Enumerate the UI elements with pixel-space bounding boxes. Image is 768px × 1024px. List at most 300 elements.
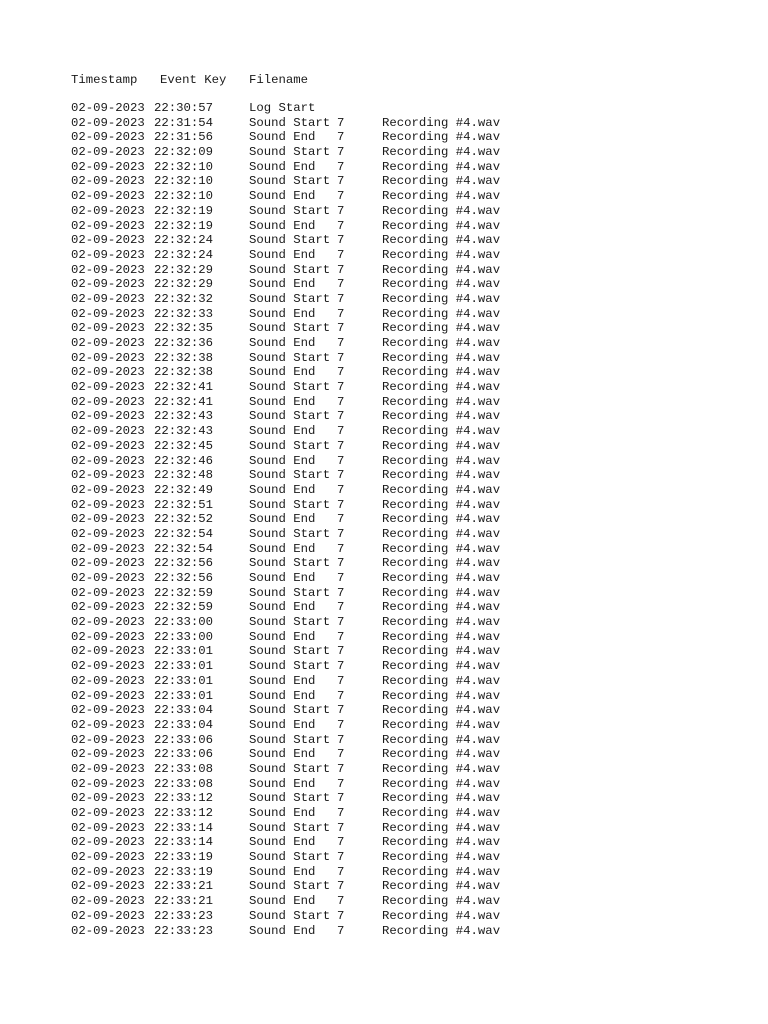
log-date: 02-09-2023: [71, 615, 145, 630]
log-key: 7: [337, 365, 345, 380]
log-row: [71, 718, 531, 733]
log-key: 7: [337, 776, 345, 791]
log-key: 7: [337, 394, 345, 409]
log-filename: Recording #4.wav: [382, 497, 501, 512]
log-date: 02-09-2023: [71, 600, 145, 615]
log-date: 02-09-2023: [71, 820, 145, 835]
log-row: [71, 468, 531, 483]
log-filename: Recording #4.wav: [382, 189, 501, 204]
log-event: Sound End: [249, 306, 316, 321]
log-row: [71, 703, 531, 718]
log-row: [71, 351, 531, 366]
log-time: 22:33:12: [154, 791, 214, 806]
log-event: Sound End: [249, 688, 316, 703]
log-date: 02-09-2023: [71, 850, 145, 865]
log-row: [71, 879, 531, 894]
log-time: 22:33:00: [154, 615, 214, 630]
log-filename: Recording #4.wav: [382, 747, 501, 762]
log-event: Sound End: [249, 806, 316, 820]
log-time: 22:32:10: [154, 189, 214, 204]
log-filename: Recording #4.wav: [382, 482, 501, 497]
log-date: 02-09-2023: [71, 130, 145, 145]
log-date: 02-09-2023: [71, 277, 145, 292]
log-filename: Recording #4.wav: [382, 585, 501, 600]
log-row: [71, 145, 531, 160]
log-time: 22:31:54: [154, 115, 214, 130]
log-key: 7: [337, 159, 345, 174]
log-filename: Recording #4.wav: [382, 556, 501, 571]
log-filename: Recording #4.wav: [382, 879, 501, 894]
header-event-key: Event Key: [160, 73, 227, 87]
log-date: 02-09-2023: [71, 233, 145, 248]
log-filename: Recording #4.wav: [382, 673, 501, 688]
log-row: [71, 204, 531, 219]
log-time: 22:30:57: [154, 101, 214, 115]
log-filename: Recording #4.wav: [382, 321, 501, 336]
log-date: 02-09-2023: [71, 835, 145, 850]
log-row: [71, 556, 531, 571]
log-event: Sound End: [249, 747, 316, 762]
log-key: 7: [337, 291, 345, 306]
log-key: 7: [337, 453, 345, 468]
log-filename: Recording #4.wav: [382, 203, 501, 218]
log-event: Sound End: [249, 365, 316, 380]
log-filename: Recording #4.wav: [382, 864, 501, 879]
log-key: 7: [337, 615, 345, 630]
log-event: Sound Start: [249, 820, 331, 835]
log-row: [71, 674, 531, 689]
header-timestamp: Timestamp: [71, 73, 138, 87]
log-event: Sound Start: [249, 615, 331, 630]
log-filename: Recording #4.wav: [382, 291, 501, 306]
log-filename: Recording #4.wav: [382, 600, 501, 615]
log-event: Sound End: [249, 835, 316, 850]
log-row: [71, 615, 531, 630]
log-time: 22:32:38: [154, 365, 214, 380]
log-key: 7: [337, 908, 345, 923]
log-time: 22:32:35: [154, 321, 214, 336]
log-time: 22:32:32: [154, 291, 214, 306]
log-row: [71, 130, 531, 145]
log-row: [71, 777, 531, 792]
log-date: 02-09-2023: [71, 864, 145, 879]
log-time: 22:32:29: [154, 262, 214, 277]
log-event: Sound End: [249, 218, 316, 233]
log-filename: Recording #4.wav: [382, 115, 501, 130]
log-row: [71, 189, 531, 204]
log-time: 22:33:04: [154, 703, 214, 718]
log-time: 22:33:06: [154, 732, 214, 747]
log-time: 22:33:12: [154, 806, 214, 820]
log-time: 22:33:23: [154, 923, 214, 938]
log-time: 22:32:33: [154, 306, 214, 321]
log-row: [71, 263, 531, 278]
log-row: [71, 527, 531, 542]
log-filename: Recording #4.wav: [382, 350, 501, 365]
log-event: Sound Start: [249, 203, 331, 218]
log-row: [71, 512, 531, 527]
log-event: Sound Start: [249, 556, 331, 571]
log-filename: Recording #4.wav: [382, 262, 501, 277]
log-date: 02-09-2023: [71, 424, 145, 439]
log-time: 22:32:38: [154, 350, 214, 365]
log-time: 22:31:56: [154, 130, 214, 145]
log-time: 22:32:41: [154, 380, 214, 395]
log-filename: Recording #4.wav: [382, 174, 501, 189]
log-key: 7: [337, 174, 345, 189]
log-key: 7: [337, 438, 345, 453]
log-filename: Recording #4.wav: [382, 380, 501, 395]
log-event: Sound Start: [249, 908, 331, 923]
log-event: Sound Start: [249, 761, 331, 776]
log-event: Sound End: [249, 336, 316, 350]
log-filename: Recording #4.wav: [382, 717, 501, 732]
log-filename: Recording #4.wav: [382, 409, 501, 424]
log-row: [71, 336, 531, 351]
log-event: Sound End: [249, 512, 316, 527]
log-time: 22:32:36: [154, 336, 214, 350]
log-time: 22:32:49: [154, 482, 214, 497]
log-time: 22:32:56: [154, 556, 214, 571]
log-filename: Recording #4.wav: [382, 159, 501, 174]
log-key: 7: [337, 820, 345, 835]
log-time: 22:33:21: [154, 879, 214, 894]
log-date: 02-09-2023: [71, 409, 145, 424]
log-date: 02-09-2023: [71, 365, 145, 380]
log-time: 22:33:23: [154, 908, 214, 923]
log-row: [71, 865, 531, 880]
log-row: [71, 806, 531, 821]
log-key: 7: [337, 556, 345, 571]
log-row: [71, 747, 531, 762]
log-key: 7: [337, 350, 345, 365]
log-key: 7: [337, 497, 345, 512]
log-filename: Recording #4.wav: [382, 306, 501, 321]
log-date: 02-09-2023: [71, 659, 145, 674]
log-filename: Recording #4.wav: [382, 776, 501, 791]
log-time: 22:32:45: [154, 438, 214, 453]
log-row: [71, 924, 531, 939]
log-date: 02-09-2023: [71, 791, 145, 806]
log-key: 7: [337, 732, 345, 747]
log-row: [71, 791, 531, 806]
log-event: Sound End: [249, 424, 316, 439]
log-event: Sound End: [249, 277, 316, 292]
log-key: 7: [337, 526, 345, 541]
log-time: 22:32:24: [154, 247, 214, 262]
log-filename: Recording #4.wav: [382, 541, 501, 556]
log-time: 22:32:09: [154, 145, 214, 160]
log-event: Sound Start: [249, 703, 331, 718]
log-key: 7: [337, 879, 345, 894]
log-time: 22:33:08: [154, 761, 214, 776]
log-time: 22:32:51: [154, 497, 214, 512]
log-date: 02-09-2023: [71, 482, 145, 497]
log-event: Sound End: [249, 629, 316, 644]
log-date: 02-09-2023: [71, 247, 145, 262]
log-event: Sound End: [249, 600, 316, 615]
log-event: Sound Start: [249, 321, 331, 336]
log-key: 7: [337, 247, 345, 262]
log-date: 02-09-2023: [71, 526, 145, 541]
log-date: 02-09-2023: [71, 468, 145, 483]
log-filename: Recording #4.wav: [382, 571, 501, 585]
log-filename: Recording #4.wav: [382, 336, 501, 350]
log-key: 7: [337, 629, 345, 644]
log-filename: Recording #4.wav: [382, 835, 501, 850]
log-row: [71, 292, 531, 307]
log-date: 02-09-2023: [71, 291, 145, 306]
log-event: Sound End: [249, 159, 316, 174]
log-time: 22:33:04: [154, 717, 214, 732]
log-date: 02-09-2023: [71, 747, 145, 762]
log-time: 22:32:56: [154, 571, 214, 585]
log-row: [71, 644, 531, 659]
log-event: Sound Start: [249, 262, 331, 277]
log-row: [71, 835, 531, 850]
log-time: 22:33:19: [154, 864, 214, 879]
log-filename: Recording #4.wav: [382, 512, 501, 527]
log-key: 7: [337, 482, 345, 497]
log-row: [71, 894, 531, 909]
log-filename: Recording #4.wav: [382, 365, 501, 380]
log-filename: Recording #4.wav: [382, 629, 501, 644]
log-key: 7: [337, 703, 345, 718]
log-date: 02-09-2023: [71, 101, 145, 115]
log-event: Sound End: [249, 189, 316, 204]
header-filename: Filename: [249, 73, 309, 87]
log-time: 22:32:43: [154, 409, 214, 424]
log-event: Sound End: [249, 482, 316, 497]
log-filename: Recording #4.wav: [382, 703, 501, 718]
log-filename: Recording #4.wav: [382, 145, 501, 160]
log-date: 02-09-2023: [71, 761, 145, 776]
log-time: 22:32:19: [154, 203, 214, 218]
log-key: 7: [337, 380, 345, 395]
log-event: Sound End: [249, 453, 316, 468]
log-time: 22:33:06: [154, 747, 214, 762]
log-key: 7: [337, 761, 345, 776]
log-event: Sound Start: [249, 850, 331, 865]
log-date: 02-09-2023: [71, 629, 145, 644]
log-event: Sound End: [249, 541, 316, 556]
log-row: [71, 160, 531, 175]
log-key: 7: [337, 512, 345, 527]
log-event: Sound End: [249, 776, 316, 791]
log-event: Sound End: [249, 571, 316, 585]
log-event: Sound Start: [249, 233, 331, 248]
log-row: [71, 542, 531, 557]
log-filename: Recording #4.wav: [382, 233, 501, 248]
log-entries: [71, 101, 531, 938]
log-event: Sound End: [249, 130, 316, 145]
log-event: Sound End: [249, 717, 316, 732]
log-key: 7: [337, 541, 345, 556]
log-time: 22:33:21: [154, 894, 214, 909]
log-time: 22:33:01: [154, 688, 214, 703]
log-key: 7: [337, 600, 345, 615]
log-time: 22:33:00: [154, 629, 214, 644]
log-date: 02-09-2023: [71, 218, 145, 233]
log-row: [71, 424, 531, 439]
log-row: [71, 233, 531, 248]
log-date: 02-09-2023: [71, 923, 145, 938]
log-row: [71, 659, 531, 674]
log-filename: Recording #4.wav: [382, 659, 501, 674]
log-row: [71, 454, 531, 469]
log-filename: Recording #4.wav: [382, 277, 501, 292]
log-time: 22:32:52: [154, 512, 214, 527]
log-row: [71, 439, 531, 454]
log-event: Log Start: [249, 101, 316, 115]
log-event: Sound Start: [249, 879, 331, 894]
log-key: 7: [337, 747, 345, 762]
log-row: [71, 116, 531, 131]
log-date: 02-09-2023: [71, 776, 145, 791]
log-date: 02-09-2023: [71, 115, 145, 130]
log-row: [71, 395, 531, 410]
log-key: 7: [337, 233, 345, 248]
log-row: [71, 586, 531, 601]
log-time: 22:32:54: [154, 541, 214, 556]
log-filename: Recording #4.wav: [382, 806, 501, 820]
log-row: [71, 733, 531, 748]
log-time: 22:33:01: [154, 644, 214, 659]
log-time: 22:32:54: [154, 526, 214, 541]
log-key: 7: [337, 850, 345, 865]
log-date: 02-09-2023: [71, 394, 145, 409]
log-filename: Recording #4.wav: [382, 526, 501, 541]
log-date: 02-09-2023: [71, 453, 145, 468]
log-key: 7: [337, 835, 345, 850]
log-event: Sound Start: [249, 350, 331, 365]
log-filename: Recording #4.wav: [382, 820, 501, 835]
log-time: 22:32:48: [154, 468, 214, 483]
log-time: 22:33:01: [154, 673, 214, 688]
log-filename: Recording #4.wav: [382, 732, 501, 747]
log-event: Sound Start: [249, 380, 331, 395]
log-event: Sound Start: [249, 438, 331, 453]
log-date: 02-09-2023: [71, 306, 145, 321]
log-key: 7: [337, 806, 345, 820]
log-event: Sound End: [249, 923, 316, 938]
log-key: 7: [337, 218, 345, 233]
log-time: 22:32:10: [154, 159, 214, 174]
log-key: 7: [337, 130, 345, 145]
log-row: [71, 483, 531, 498]
log-date: 02-09-2023: [71, 806, 145, 820]
log-time: 22:32:29: [154, 277, 214, 292]
log-filename: Recording #4.wav: [382, 247, 501, 262]
log-time: 22:33:14: [154, 835, 214, 850]
log-key: 7: [337, 336, 345, 350]
log-date: 02-09-2023: [71, 541, 145, 556]
log-date: 02-09-2023: [71, 703, 145, 718]
log-filename: Recording #4.wav: [382, 908, 501, 923]
log-filename: Recording #4.wav: [382, 923, 501, 938]
log-key: 7: [337, 189, 345, 204]
log-time: 22:32:41: [154, 394, 214, 409]
log-key: 7: [337, 659, 345, 674]
log-filename: Recording #4.wav: [382, 424, 501, 439]
log-key: 7: [337, 923, 345, 938]
log-date: 02-09-2023: [71, 497, 145, 512]
log-filename: Recording #4.wav: [382, 688, 501, 703]
log-event: Sound Start: [249, 115, 331, 130]
log-row: [71, 498, 531, 513]
log-row: [71, 101, 531, 116]
log-key: 7: [337, 277, 345, 292]
log-filename: Recording #4.wav: [382, 761, 501, 776]
log-filename: Recording #4.wav: [382, 850, 501, 865]
log-key: 7: [337, 644, 345, 659]
log-filename: Recording #4.wav: [382, 218, 501, 233]
log-time: 22:33:01: [154, 659, 214, 674]
log-date: 02-09-2023: [71, 145, 145, 160]
log-date: 02-09-2023: [71, 512, 145, 527]
log-date: 02-09-2023: [71, 380, 145, 395]
log-key: 7: [337, 262, 345, 277]
log-event: Sound Start: [249, 585, 331, 600]
log-date: 02-09-2023: [71, 556, 145, 571]
log-key: 7: [337, 791, 345, 806]
log-event: Sound Start: [249, 526, 331, 541]
column-header-row: [71, 72, 309, 88]
log-key: 7: [337, 203, 345, 218]
log-row: [71, 571, 531, 586]
log-row: [71, 307, 531, 322]
log-key: 7: [337, 894, 345, 909]
log-key: 7: [337, 864, 345, 879]
log-row: [71, 248, 531, 263]
log-time: 22:32:46: [154, 453, 214, 468]
log-row: [71, 850, 531, 865]
log-event: Sound End: [249, 673, 316, 688]
log-key: 7: [337, 145, 345, 160]
log-event: Sound Start: [249, 732, 331, 747]
log-key: 7: [337, 585, 345, 600]
log-filename: Recording #4.wav: [382, 615, 501, 630]
log-time: 22:32:24: [154, 233, 214, 248]
log-event: Sound Start: [249, 291, 331, 306]
log-row: [71, 409, 531, 424]
log-row: [71, 219, 531, 234]
log-row: [71, 600, 531, 615]
log-time: 22:32:59: [154, 600, 214, 615]
log-time: 22:33:19: [154, 850, 214, 865]
log-row: [71, 821, 531, 836]
log-date: 02-09-2023: [71, 203, 145, 218]
log-row: [71, 630, 531, 645]
log-event: Sound Start: [249, 644, 331, 659]
log-key: 7: [337, 306, 345, 321]
log-date: 02-09-2023: [71, 189, 145, 204]
log-time: 22:32:19: [154, 218, 214, 233]
log-time: 22:32:59: [154, 585, 214, 600]
log-row: [71, 689, 531, 704]
log-date: 02-09-2023: [71, 732, 145, 747]
log-row: [71, 762, 531, 777]
log-date: 02-09-2023: [71, 717, 145, 732]
log-date: 02-09-2023: [71, 350, 145, 365]
log-key: 7: [337, 424, 345, 439]
log-time: 22:33:14: [154, 820, 214, 835]
log-event: Sound End: [249, 247, 316, 262]
log-filename: Recording #4.wav: [382, 644, 501, 659]
log-event: Sound End: [249, 864, 316, 879]
log-date: 02-09-2023: [71, 879, 145, 894]
log-event: Sound Start: [249, 497, 331, 512]
